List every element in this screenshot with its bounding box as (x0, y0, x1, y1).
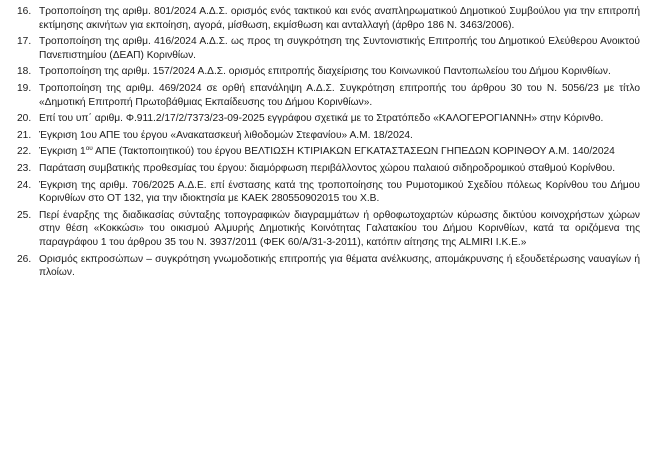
ordinal-superscript: ου (85, 145, 93, 153)
agenda-item (17, 35, 640, 62)
item-number: 22. (17, 146, 32, 158)
item-text: Τροποποίηση της αριθμ. 157/2024 Α.Δ.Σ. ορισμός επιτροπής διαχείρισης του Κοινωνικού Παντοπωλείου του Δήμου Κορινθίων. (39, 66, 611, 78)
agenda-item (17, 129, 640, 143)
agenda-item (17, 5, 640, 32)
item-text: Τροποποίηση της αριθμ. 469/2024 σε ορθή επανάληψη Α.Δ.Σ. Συγκρότηση επιτροπής του άρθρου 30 του Ν. 5056/23 με τίτλο «Δημοτική Επιτροπή Πρωτοβάθμιας Εκπαίδευσης του Δήμου Κορινθίων». (39, 82, 640, 108)
agenda-item (17, 179, 640, 206)
item-text: Τροποποίηση της αριθμ. 416/2024 Α.Δ.Σ. ως προς τη συγκρότηση της Συντονιστικής Επιτροπής του Δημοτικού Ελεύθερου Ανοικτού Πανεπιστημίου (ΔΕΑΠ) Κορινθίων. (39, 36, 640, 61)
item-number: 16. (17, 6, 32, 17)
item-number: 26. (17, 253, 32, 265)
item-number: 18. (17, 66, 32, 78)
item-number: 21. (17, 129, 32, 141)
item-number: 17. (17, 36, 32, 48)
item-number: 19. (17, 82, 32, 94)
item-number: 24. (17, 179, 32, 191)
item-text: Παράταση συμβατικής προθεσμίας του έργου: διαμόρφωση περιβάλλοντος χώρου παλαιού σιδηροδρομικού σταθμού Κορίνθου. (39, 162, 616, 174)
agenda-list (17, 5, 640, 280)
agenda-item (17, 162, 640, 176)
agenda-item (17, 253, 640, 280)
item-text-rest: ΑΠΕ (Τακτοποιητικού) του έργου ΒΕΛΤΙΩΣΗ ΚΤΙΡΙΑΚΩΝ ΕΓΚΑΤΑΣΤΑΣΕΩΝ ΓΗΠΕΔΩΝ ΚΟΡΙΝΘΟΥ Α.Μ. 140/2024 (92, 146, 615, 158)
item-number: 20. (17, 113, 32, 125)
agenda-item (17, 112, 640, 126)
item-text: Ορισμός εκπροσώπων – συγκρότηση γνωμοδοτικής επιτροπής για θέματα ανέλκυσης, απομάκρυνσης ή εξουδετέρωσης ναυαγίων ή πλοίων. (39, 253, 640, 279)
item-text: Έγκριση 1ου ΑΠΕ του έργου «Ανακατασκευή λιθοδομών Στεφανίου» Α.Μ. 18/2024. (39, 129, 413, 141)
item-number: 23. (17, 162, 32, 174)
item-number: 25. (17, 209, 32, 221)
agenda-item (17, 65, 640, 79)
item-text: Τροποποίηση της αριθμ. 801/2024 Α.Δ.Σ. ορισμός ενός τακτικού και ενός αναπληρωματικού Δημοτικού Συμβούλου για την επιτροπή εκτίμησης ακινήτων για εκποίηση, αγορά, μίσθωση, εκμίσθωση και ανταλλαγή (άρθρο 186 Ν. 3463/2006). (39, 6, 640, 31)
agenda-item (17, 145, 640, 159)
item-text: Έγκριση της αριθμ. 706/2025 Α.Δ.Ε. επί ένστασης κατά της τροποποίησης του Ρυμοτομικού Σχεδίου πόλεως Κορίνθου του Δήμου Κορινθίων στο ΟΤ 132, για την ιδιοκτησία με ΚΑΕΚ 280550902015 του Χ.Β. (39, 179, 640, 205)
agenda-item (17, 82, 640, 109)
item-text: Περί έναρξης της διαδικασίας σύνταξης τοπογραφικών διαγραμμάτων ή ορθοφωτοχαρτών κύρωσης δικτύου κοινοχρήστων χώρων στην θέση «Κοκκώσι» του οικισμού Αλμυρής Δημοτικής Κοινότητας Γαλατακίου του Δήμου Κορινθίων, κατά τα οριζόμενα της παραγράφου 1 του άρθρου 35 του Ν. 3937/2011 (ΦΕΚ 60/Α/31-3-2011), κατόπιν αίτησης της ALMIRI I.K.E.» (39, 209, 640, 248)
item-text (39, 145, 640, 159)
item-text: Επί του υπ΄ αριθμ. Φ.911.2/17/2/7373/23-09-2025 εγγράφου σχετικά με το Στρατόπεδο «ΚΑΛΟΓΕΡΟΓΙΑΝΝΗ» στην Κόρινθο. (39, 113, 604, 125)
agenda-item (17, 209, 640, 250)
item-text-start: Έγκριση 1 (39, 146, 86, 158)
